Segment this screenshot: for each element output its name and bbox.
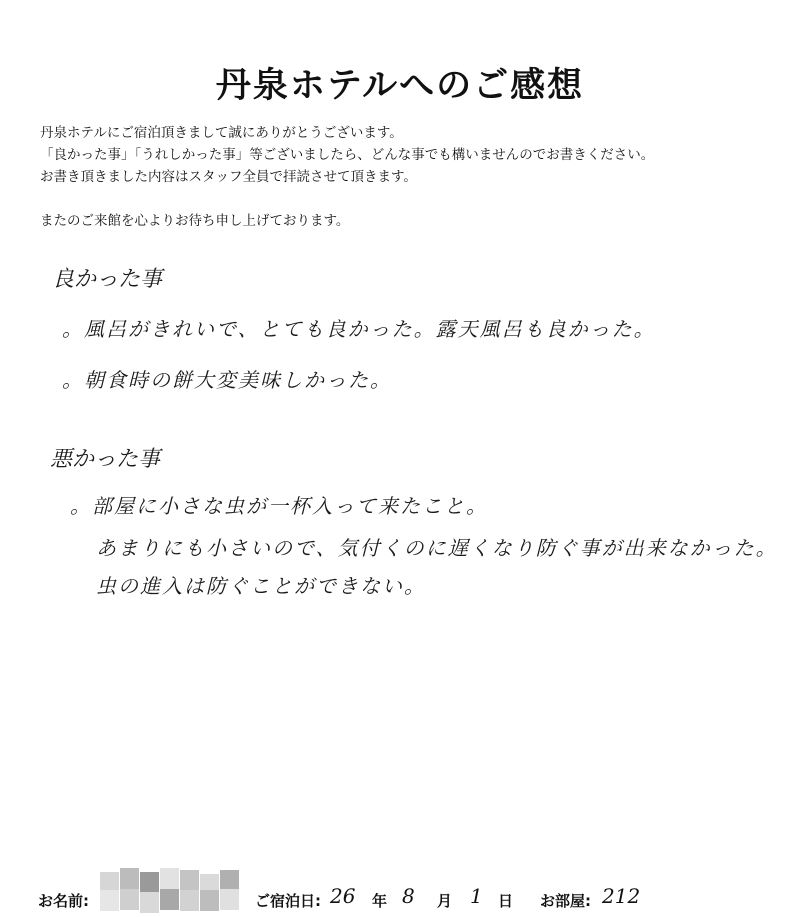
intro-line-1: 丹泉ホテルにご宿泊頂きまして誠にありがとうございます。 bbox=[40, 125, 403, 141]
good-item-1: 。風呂がきれいで、とても良かった。露天風呂も良かった。 bbox=[62, 317, 656, 341]
stay-day-value: 1 bbox=[470, 884, 483, 908]
good-heading: 良かった事 bbox=[52, 267, 163, 292]
good-item-2: 。朝食時の餅大変美味しかった。 bbox=[62, 368, 392, 392]
intro-line-2: 「良かった事」「うれしかった事」等ございましたら、どんな事でも構いませんのでお書きください。 bbox=[40, 147, 655, 163]
intro-line-3: お書き頂きました内容はスタッフ全員で拝読させて頂きます。 bbox=[40, 169, 417, 185]
stay-date-label: ご宿泊日: bbox=[255, 892, 321, 910]
bad-heading: 悪かった事 bbox=[50, 447, 161, 472]
room-label: お部屋: bbox=[540, 892, 591, 910]
bad-item-3: 虫の進入は防ぐことができない。 bbox=[96, 574, 426, 598]
stay-month-value: 8 bbox=[402, 884, 415, 908]
room-number-value: 212 bbox=[602, 884, 641, 908]
month-unit: 月 bbox=[437, 892, 453, 910]
name-label: お名前: bbox=[38, 892, 89, 910]
bad-item-1: 。部屋に小さな虫が一杯入って来たこと。 bbox=[70, 494, 488, 518]
stay-year-value: 26 bbox=[330, 884, 356, 908]
day-unit: 日 bbox=[498, 892, 514, 910]
page-title: 丹泉ホテルへのご感想 bbox=[215, 66, 585, 106]
redacted-name-block bbox=[100, 868, 252, 910]
intro-line-4: またのご来館を心よりお待ち申し上げております。 bbox=[40, 213, 350, 229]
bad-item-2: あまりにも小さいので、気付くのに遅くなり防ぐ事が出来なかった。 bbox=[96, 536, 778, 560]
year-unit: 年 bbox=[372, 892, 388, 910]
